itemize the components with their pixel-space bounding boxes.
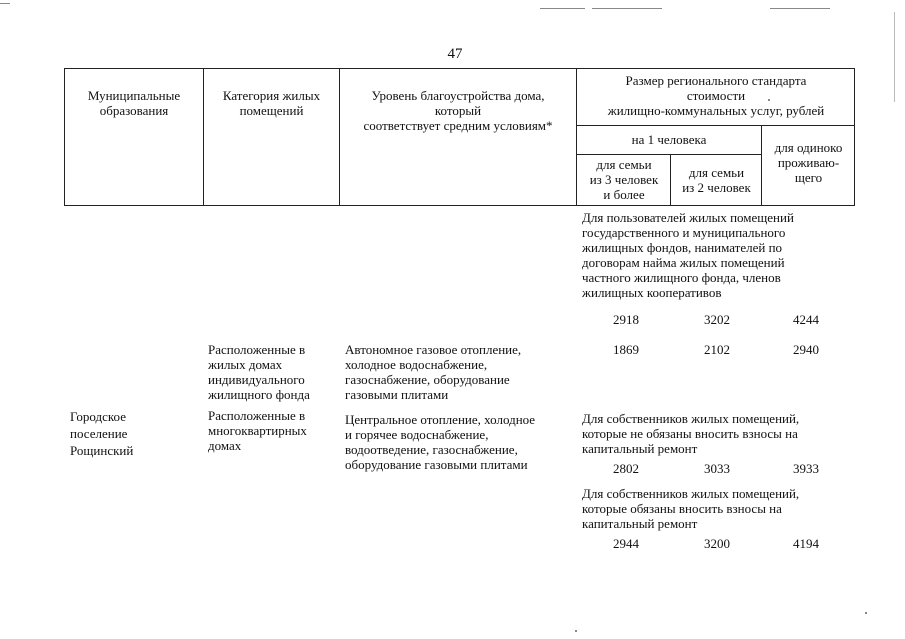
header-municipality: Муниципальные образования <box>87 88 181 118</box>
header-category: Категория жилых помещений <box>222 88 321 118</box>
group1-value-family2: 3202 <box>704 312 730 327</box>
individual-category: Расположенные в жилых домах индивидуального жилищного фонда <box>208 342 310 402</box>
individual-level: Автономное газовое отопление, холодное водоснабжение, газоснабжение, оборудование газовыми плитами <box>345 342 522 402</box>
header-per-person: на 1 человека <box>631 132 707 147</box>
group1-value-family3: 2918 <box>613 312 639 327</box>
apartment-category: Расположенные в многоквартирных домах <box>208 408 307 453</box>
group3-value-single: 4194 <box>793 536 819 551</box>
header-single: для одиноко проживаю- щего <box>774 140 843 185</box>
header-family2: для семьи из 2 человек <box>682 165 751 195</box>
header-family3: для семьи из 3 человек и более <box>589 157 659 202</box>
scan-speck <box>768 99 770 101</box>
group3-title: Для собственников жилых помещений, которые обязаны вносить взносы на капитальный ремонт <box>582 486 800 531</box>
group3-value-family3: 2944 <box>613 536 639 551</box>
individual-value-single: 2940 <box>793 342 819 357</box>
page-number: 47 <box>447 46 463 62</box>
group3-value-family2: 3200 <box>704 536 730 551</box>
scan-mark <box>894 12 895 102</box>
header-level: Уровень благоустройства дома, который соответствует средним условиям* <box>363 88 553 133</box>
group2-value-family3: 2802 <box>613 461 639 476</box>
individual-value-family3: 1869 <box>613 342 639 357</box>
group2-value-single: 3933 <box>793 461 819 476</box>
apartment-level: Центральное отопление, холодное и горячее водоснабжение, водоотведение, газоснабжение, оборудование газовыми плитами <box>345 412 536 472</box>
scan-mark <box>592 8 662 9</box>
individual-value-family2: 2102 <box>704 342 730 357</box>
scan-speck <box>575 630 577 632</box>
scan-mark <box>540 8 585 9</box>
scan-speck <box>865 612 867 614</box>
header-standard: Размер регионального стандарта стоимости жилищно-коммунальных услуг, рублей <box>607 73 825 118</box>
municipality-name: Городское поселение Рощинский <box>70 409 134 458</box>
scan-mark <box>770 8 830 9</box>
group2-title: Для собственников жилых помещений, которые не обязаны вносить взносы на капитальный ремонт <box>582 411 800 456</box>
group2-value-family2: 3033 <box>704 461 730 476</box>
scan-mark <box>0 3 10 4</box>
group1-value-single: 4244 <box>793 312 819 327</box>
group1-title: Для пользователей жилых помещений государственного и муниципального жилищных фондов, нанимателей по договорам найма жилых помещений частного жилищного фонда, членов жилищных кооперативов <box>582 210 794 300</box>
